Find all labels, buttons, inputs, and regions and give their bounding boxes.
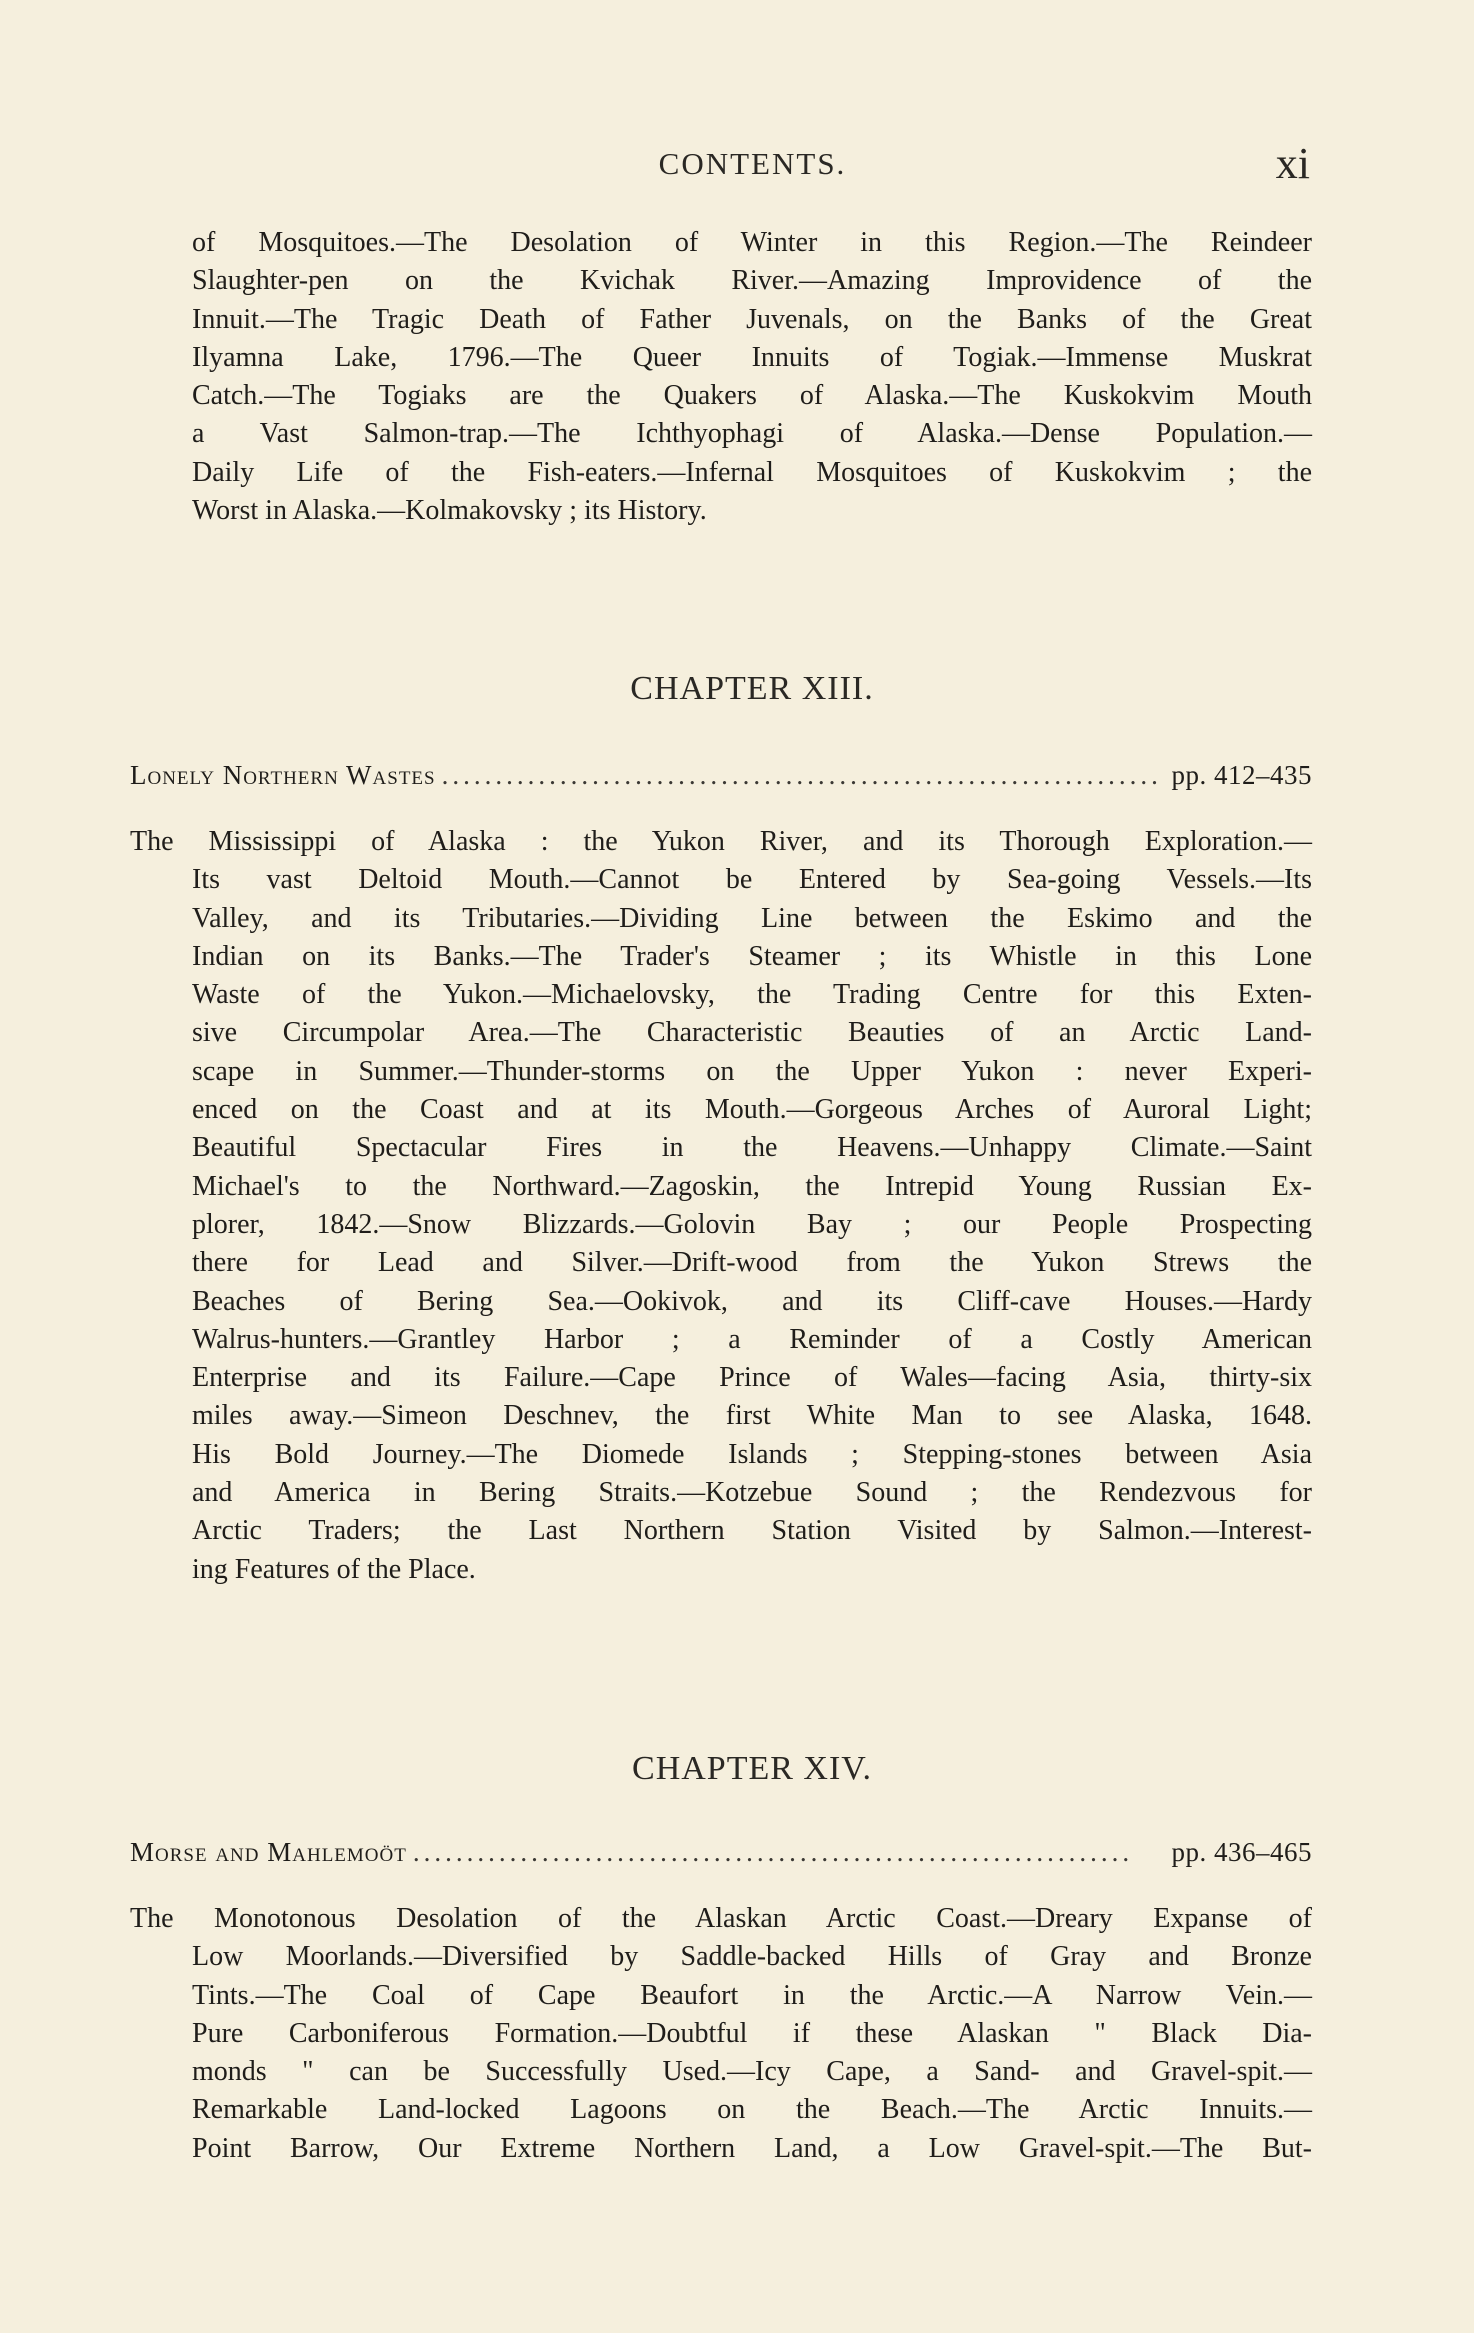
toc-entry-title: Lonely Northern Wastes [130, 760, 436, 790]
summary-line: Michael's to the Northward.—Zagoskin, the Intrepid Young Russian Ex- [192, 1170, 1312, 1202]
summary-line: Ilyamna Lake, 1796.—The Queer Innuits of Togiak.—Immense Muskrat [192, 341, 1312, 373]
summary-line: Daily Life of the Fish-eaters.—Infernal Mosquitoes of Kuskokvim ; the [192, 456, 1312, 488]
summary-line: Beaches of Bering Sea.—Ookivok, and its Cliff-cave Houses.—Hardy [192, 1285, 1312, 1317]
summary-line: of Mosquitoes.—The Desolation of Winter in this Region.—The Reindeer [192, 227, 1312, 258]
chapter-summary [130, 1900, 1312, 2168]
summary-line: The Monotonous Desolation of the Alaskan Arctic Coast.—Dreary Expanse of [130, 1903, 1312, 1934]
continued-summary [130, 224, 1312, 530]
toc-entry-title: Morse and Mahlemoöt [130, 1837, 407, 1867]
summary-line: a Vast Salmon-trap.—The Ichthyophagi of Alaska.—Dense Population.— [192, 418, 1312, 450]
summary-line: there for Lead and Silver.—Drift-wood from the Yukon Strews the [192, 1247, 1312, 1279]
chapter-heading: CHAPTER XIII. [630, 670, 874, 707]
toc-entry [130, 1837, 1312, 1868]
toc-entry-pages: pp. 412–435 [1171, 760, 1312, 790]
summary-line: Its vast Deltoid Mouth.—Cannot be Entered by Sea-going Vessels.—Its [192, 864, 1312, 896]
summary-line: and America in Bering Straits.—Kotzebue Sound ; the Rendezvous for [192, 1477, 1312, 1509]
chapter-heading: CHAPTER XIV. [632, 1750, 872, 1787]
summary-line: enced on the Coast and at its Mouth.—Gorgeous Arches of Auroral Light; [192, 1094, 1312, 1126]
summary-line: Point Barrow, Our Extreme Northern Land, a Low Gravel-spit.—The But- [192, 2132, 1312, 2164]
chapter-summary [130, 823, 1312, 1589]
summary-line: Slaughter-pen on the Kvichak River.—Amazing Improvidence of the [192, 265, 1312, 297]
summary-line: sive Circumpolar Area.—The Characteristic Beauties of an Arctic Land- [192, 1017, 1312, 1049]
summary-line: Worst in Alaska.—Kolmakovsky ; its History. [192, 495, 707, 527]
toc-entry-pages: pp. 436–465 [1171, 1837, 1312, 1867]
summary-line: Tints.—The Coal of Cape Beaufort in the Arctic.—A Narrow Vein.— [192, 1979, 1312, 2011]
summary-line: miles away.—Simeon Deschnev, the first White Man to see Alaska, 1648. [192, 1400, 1312, 1432]
summary-line: Remarkable Land-locked Lagoons on the Beach.—The Arctic Innuits.— [192, 2094, 1312, 2126]
dot-leader: ................................................................... [441, 760, 1162, 790]
summary-line: Pure Carboniferous Formation.—Doubtful if these Alaskan " Black Dia- [192, 2017, 1312, 2049]
dot-leader: ................................................................... [412, 1837, 1134, 1867]
summary-line: Beautiful Spectacular Fires in the Heavens.—Unhappy Climate.—Saint [192, 1132, 1312, 1164]
summary-line: Low Moorlands.—Diversified by Saddle-backed Hills of Gray and Bronze [192, 1941, 1312, 1973]
summary-line: His Bold Journey.—The Diomede Islands ; Stepping-stones between Asia [192, 1438, 1312, 1470]
summary-line: Enterprise and its Failure.—Cape Prince of Wales—facing Asia, thirty-six [192, 1362, 1312, 1394]
summary-line: Innuit.—The Tragic Death of Father Juvenals, on the Banks of the Great [192, 303, 1312, 335]
summary-line: Catch.—The Togiaks are the Quakers of Alaska.—The Kuskokvim Mouth [192, 380, 1312, 412]
summary-line: Arctic Traders; the Last Northern Station Visited by Salmon.—Interest- [192, 1515, 1312, 1547]
summary-line: Indian on its Banks.—The Trader's Steamer ; its Whistle in this Lone [192, 940, 1312, 972]
summary-line: Valley, and its Tributaries.—Dividing Line between the Eskimo and the [192, 902, 1312, 934]
summary-line: plorer, 1842.—Snow Blizzards.—Golovin Bay ; our People Prospecting [192, 1208, 1312, 1240]
summary-line: ing Features of the Place. [192, 1553, 476, 1585]
toc-entry [130, 760, 1312, 791]
running-head [195, 138, 1310, 198]
summary-line: The Mississippi of Alaska : the Yukon River, and its Thorough Exploration.— [130, 826, 1312, 857]
summary-line: scape in Summer.—Thunder-storms on the Upper Yukon : never Experi- [192, 1055, 1312, 1087]
summary-line: monds " can be Successfully Used.—Icy Cape, a Sand- and Gravel-spit.— [192, 2056, 1312, 2088]
running-title: CONTENTS. [658, 146, 847, 181]
summary-line: Waste of the Yukon.—Michaelovsky, the Trading Centre for this Exten- [192, 979, 1312, 1011]
page-number: xi [1275, 139, 1310, 188]
summary-line: Walrus-hunters.—Grantley Harbor ; a Reminder of a Costly American [192, 1323, 1312, 1355]
